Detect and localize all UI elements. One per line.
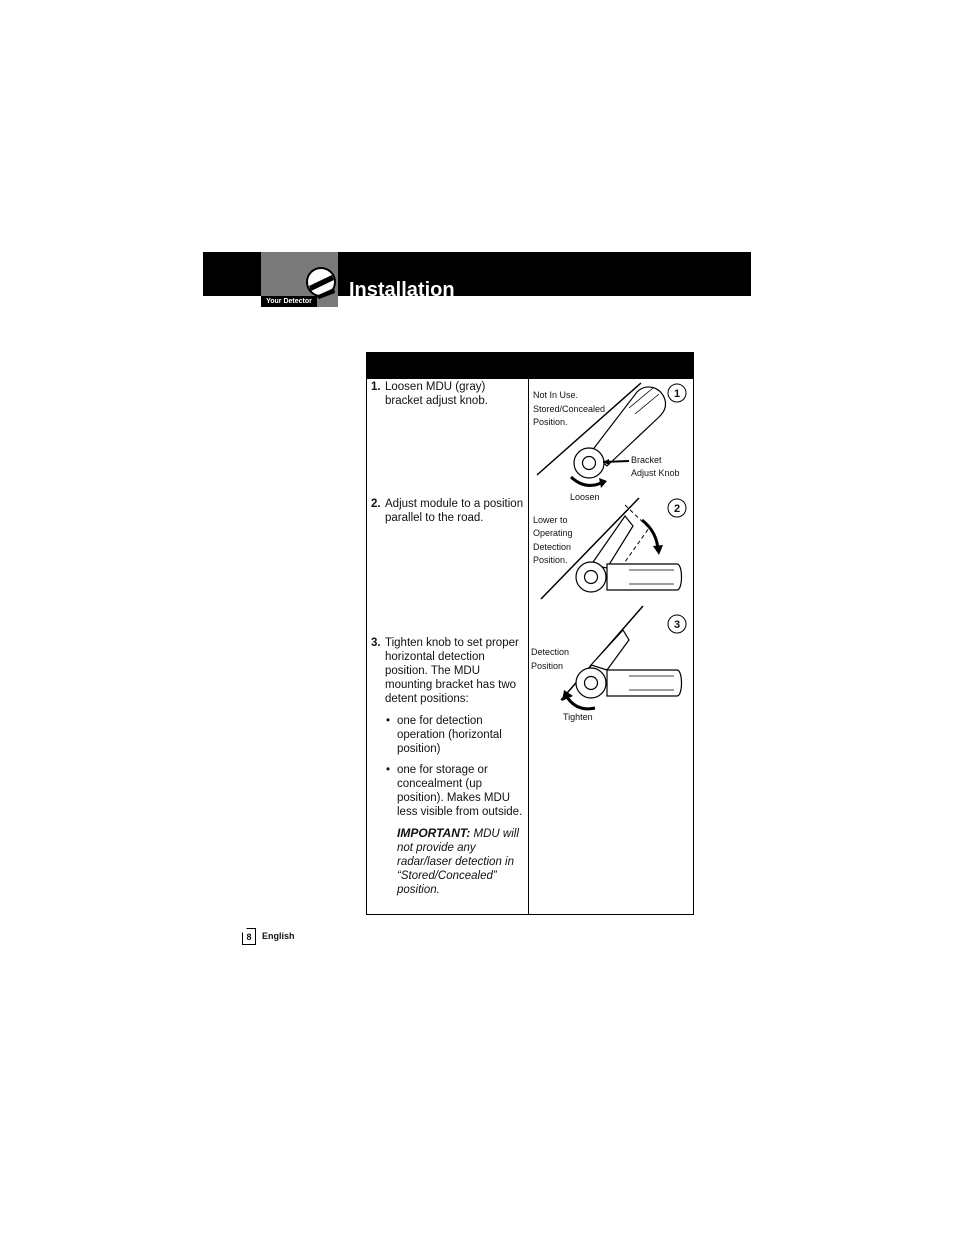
language-label: English [262,931,295,941]
module-body [607,564,682,590]
figure-caption-line: Lower to [533,515,568,525]
figure-caption-line: Position [531,661,564,671]
figure-caption-line: Not In Use. [533,390,579,400]
figure-caption-line: Position. [533,555,568,565]
table-header [367,353,693,379]
knob-label-line: Adjust Knob [631,468,680,478]
tighten-arrow-icon [567,697,595,709]
lower-arrow-icon [642,520,658,550]
important-note [371,826,526,897]
detent-positions-list [371,714,526,819]
instruction-table [366,352,694,915]
step-text: Adjust module to a position parallel to the road. [385,498,524,524]
step-1 [371,380,526,408]
installation-diagram [529,380,694,735]
list-item: • one for detection operation (horizontal position) [371,714,526,756]
action-label: Tighten [563,712,593,722]
step-number: 3. [371,637,381,649]
figure-caption-line: Stored/Concealed [533,404,606,414]
module-body [607,670,682,696]
figure-3 [531,606,686,722]
knob-label-line: Bracket [631,455,662,465]
important-label: IMPORTANT: [397,826,471,840]
list-item: • one for storage or concealment (up position). Makes MDU less visible from outside. [371,763,526,819]
figure-2 [533,498,686,599]
step-text: Tighten knob to set proper horizontal detection position. The MDU mounting bracket has two detent positions: [385,637,519,705]
important-text: MDU will not provide any radar/laser detection in “Stored/Concealed” position. [397,828,519,896]
action-label: Loosen [570,492,600,502]
step-2 [371,497,526,525]
figure-caption-line: Operating [533,528,573,538]
figure-badge-number: 3 [673,619,681,631]
step-text: Loosen MDU (gray) bracket adjust knob. [385,381,488,407]
figure-1 [533,383,686,502]
step-3 [371,636,526,897]
section-tab-label: Your Detector [261,296,317,307]
detector-icon [304,266,338,300]
figure-caption-line: Detection [533,542,572,552]
page-number: 8 [242,928,256,945]
page-title: Installation [349,279,455,296]
figure-badge-number: 2 [673,503,681,515]
page-corner-fold [242,928,247,933]
figure-caption-line: Detection [531,647,570,657]
step-number: 2. [371,498,381,510]
figure-caption-line: Position. [533,417,568,427]
step-number: 1. [371,381,381,393]
figure-badge-number: 1 [673,388,681,400]
